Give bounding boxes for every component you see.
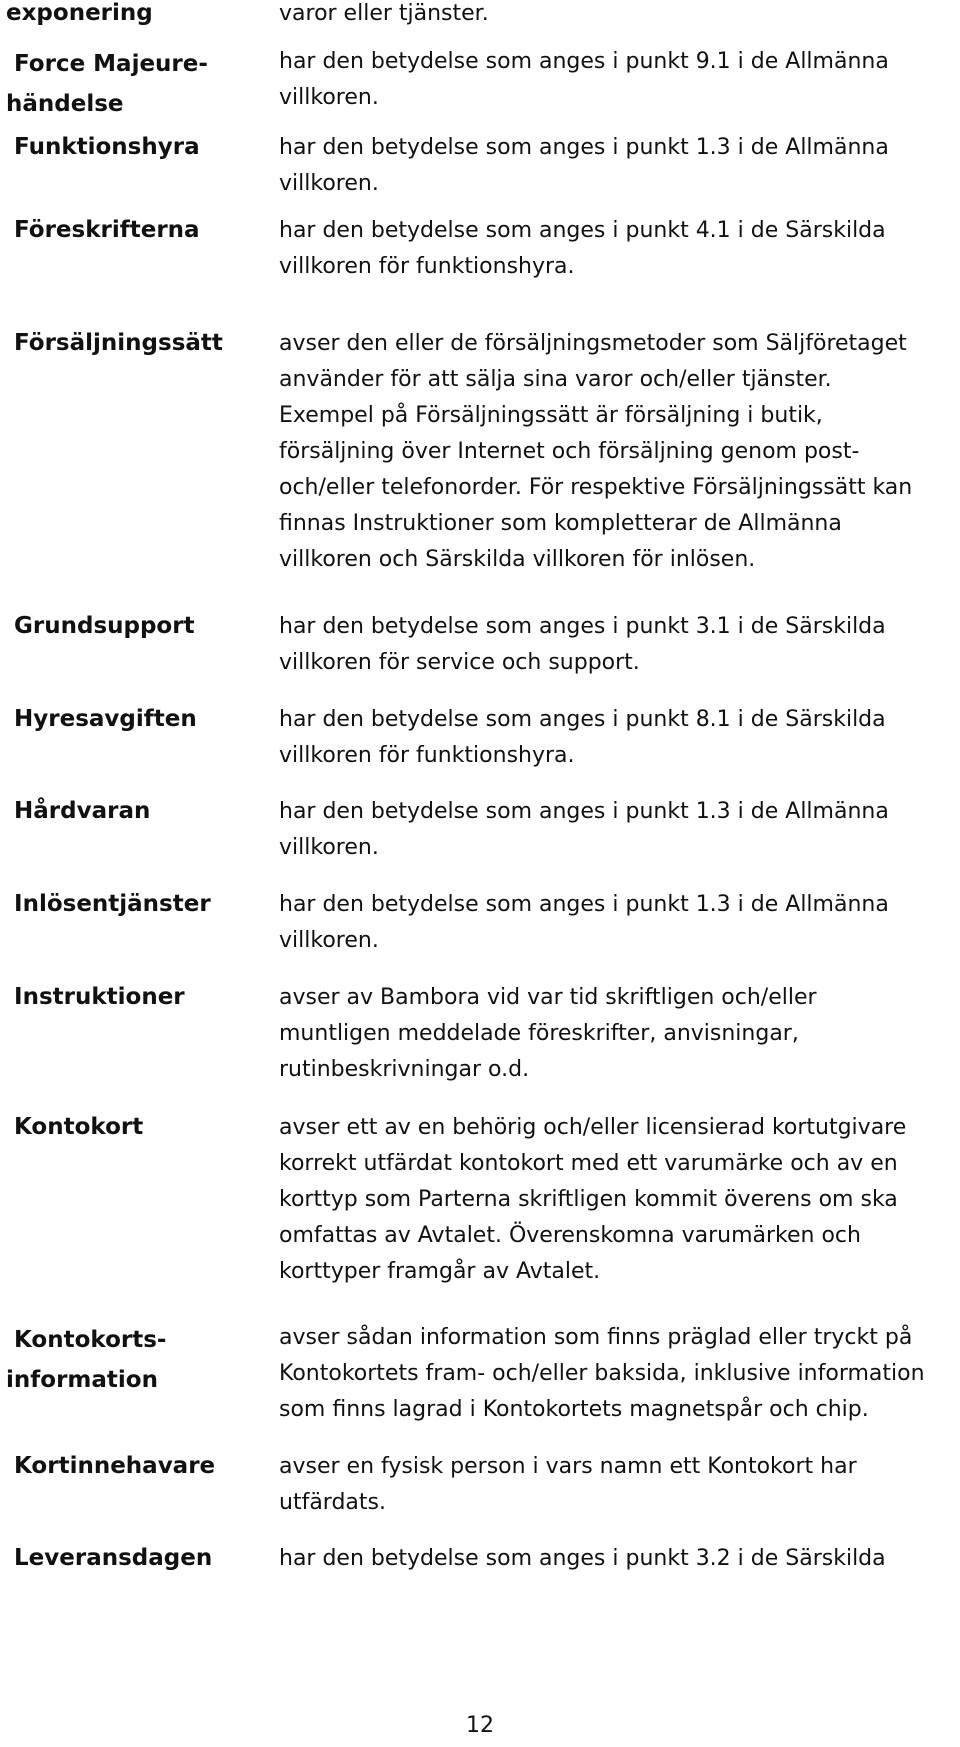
term: Hårdvaran <box>6 798 159 824</box>
term: Inlösentjänster <box>6 891 219 917</box>
term: exponering <box>6 0 161 26</box>
term: Kontokorts- information <box>6 1327 167 1393</box>
definition-text: har den betydelse som anges i punkt 1.3 i de Allmänna villkoren. <box>279 135 889 196</box>
definition-text: har den betydelse som anges i punkt 8.1 i de Särskilda villkoren för funktionshyra. <box>279 707 886 768</box>
definition-text: har den betydelse som anges i punkt 9.1 i de Allmänna villkoren. <box>279 49 889 110</box>
term: Hyresavgiften <box>6 706 205 732</box>
definition-text: avser den eller de försäljningsmetoder som Säljföretaget använder för att sälja sina varor och/eller tjänster. Exempel på Försäljningssätt är försäljning i butik, försäljning över Internet och försäljning genom post- och/eller telefonorder. För respektive Försäljningssätt kan finnas Instruktioner som kompletterar de Allmänna villkoren och Särskilda villkoren för inlösen. <box>279 331 913 572</box>
definition-text: avser av Bambora vid var tid skriftligen och/eller muntligen meddelade föreskrifter, anvisningar, rutinbeskrivningar o.d. <box>279 985 817 1082</box>
term: Kontokort <box>6 1114 152 1140</box>
definition-text: har den betydelse som anges i punkt 1.3 i de Allmänna villkoren. <box>279 799 889 860</box>
definition-text: avser ett av en behörig och/eller licensierad kortutgivare korrekt utfärdat kontokort med ett varumärke och av en korttyp som Parterna skriftligen kommit överens om ska omfattas av Avtalet. Överenskomna varumärken och korttyper framgår av Avtalet. <box>279 1115 907 1284</box>
page-number: 12 <box>466 1713 494 1738</box>
definition-text: avser sådan information som finns präglad eller tryckt på Kontokortets fram- och/eller baksida, inklusive information som finns lagrad i Kontokortets magnetspår och chip. <box>279 1325 925 1422</box>
term: Föreskrifterna <box>6 217 208 243</box>
term: Kortinnehavare <box>6 1453 224 1479</box>
term: Försäljningssätt <box>6 330 231 356</box>
definition-text: har den betydelse som anges i punkt 3.2 i de Särskilda <box>279 1546 886 1571</box>
term: Grundsupport <box>6 613 203 639</box>
term: Force Majeure- händelse <box>6 51 208 117</box>
definition-text: har den betydelse som anges i punkt 3.1 i de Särskilda villkoren för service och support. <box>279 614 886 675</box>
term: Leveransdagen <box>6 1545 221 1571</box>
term: Funktionshyra <box>6 134 208 160</box>
definition-text: varor eller tjänster. <box>279 1 489 26</box>
definition-text: har den betydelse som anges i punkt 1.3 i de Allmänna villkoren. <box>279 892 889 953</box>
term: Instruktioner <box>6 984 193 1010</box>
definition-text: har den betydelse som anges i punkt 4.1 i de Särskilda villkoren för funktionshyra. <box>279 218 886 279</box>
definition-text: avser en fysisk person i vars namn ett Kontokort har utfärdats. <box>279 1454 857 1515</box>
